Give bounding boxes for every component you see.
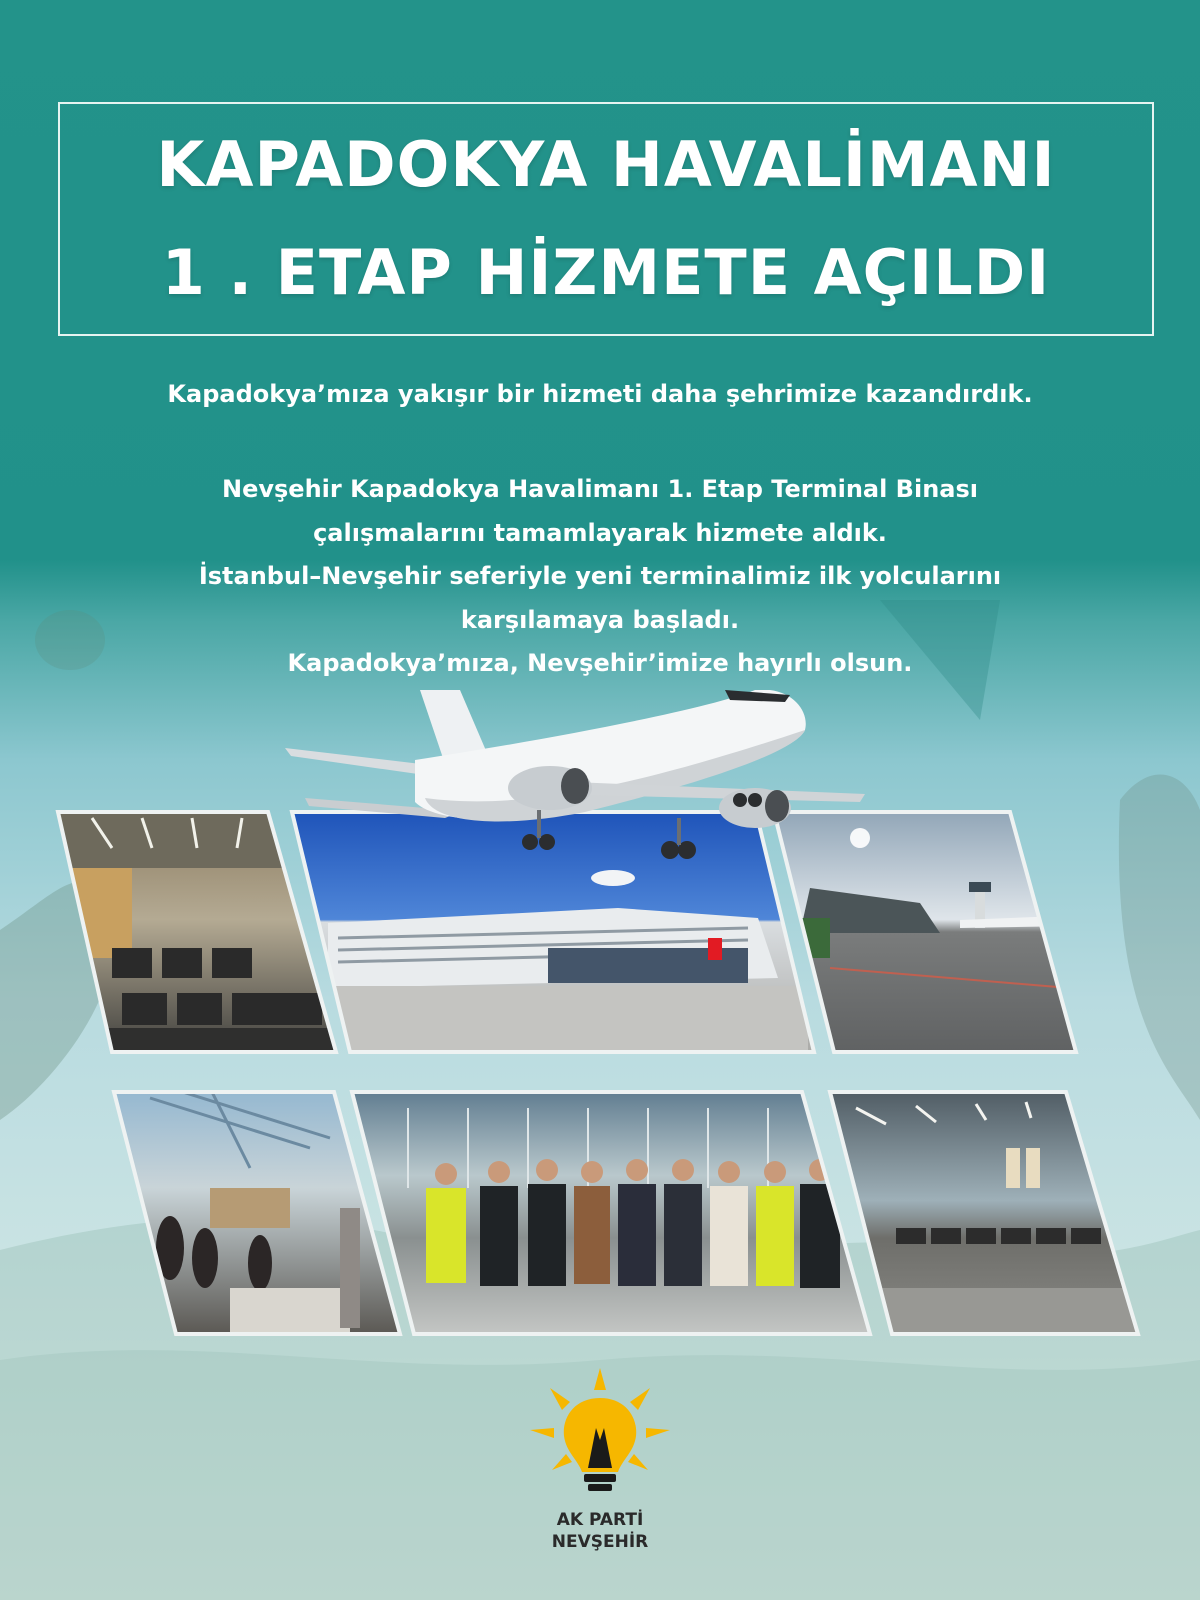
lead-text: Kapadokya’mıza yakışır bir hizmeti daha şehrimize kazandırdık.: [167, 380, 1033, 408]
airplane-illustration: [285, 690, 885, 890]
logo-line-2: NEVŞEHİR: [551, 1532, 649, 1552]
paragraph-line-1: Nevşehir Kapadokya Havalimanı 1. Etap Terminal Binası: [222, 475, 978, 503]
title-frame: [58, 102, 1154, 336]
announcement-paragraph: [0, 468, 1200, 686]
group-photo: [348, 1088, 874, 1338]
paragraph-line-2: çalışmalarını tamamlayarak hizmete aldık.: [313, 518, 887, 547]
departure-hall-photo: [826, 1088, 1142, 1338]
title-line-1: KAPADOKYA HAVALİMANI: [156, 128, 1056, 201]
lightbulb-icon: [530, 1368, 670, 1498]
title-line-2: 1 . ETAP HİZMETE AÇILDI: [161, 236, 1051, 309]
paragraph-line-5: Kapadokya’mıza, Nevşehir’imize hayırlı olsun.: [287, 649, 913, 677]
paragraph-line-3: İstanbul–Nevşehir seferiyle yeni terminalimiz ilk yolcularını: [198, 562, 1002, 590]
paragraph-line-4: karşılamaya başladı.: [460, 605, 740, 634]
logo-line-1: AK PARTİ: [556, 1510, 644, 1530]
